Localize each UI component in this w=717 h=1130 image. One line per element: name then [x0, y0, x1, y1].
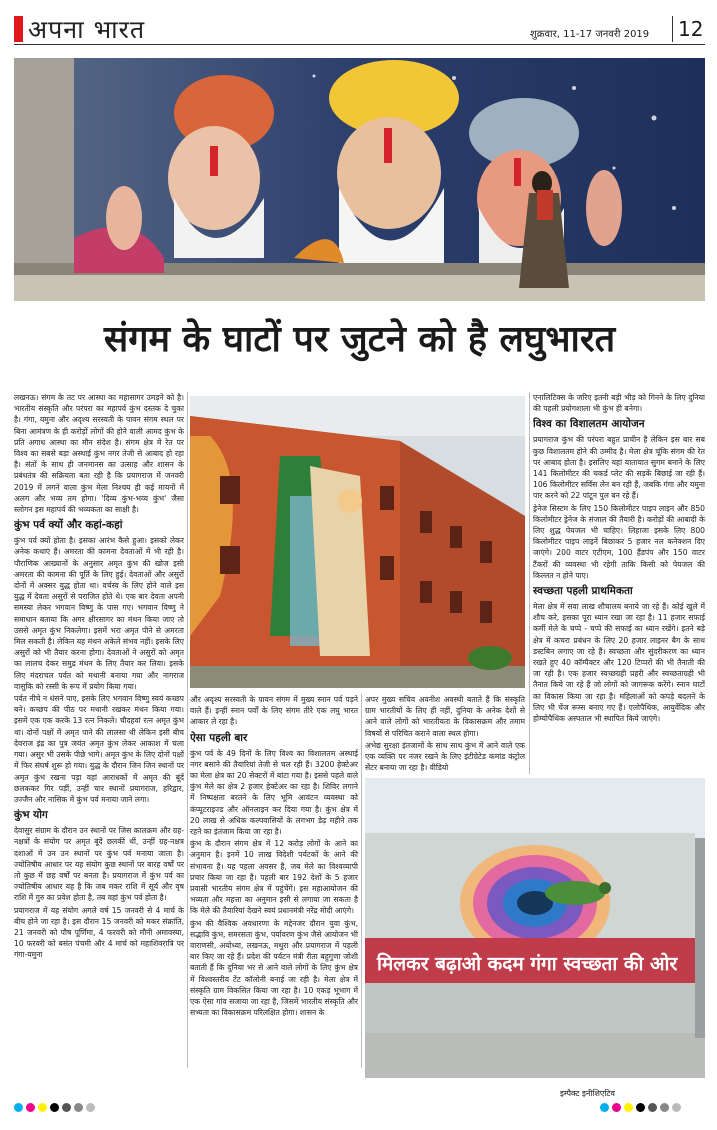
article-paragraph: कुंभ की वैश्विक अवधारणा के मद्देनजर दौरान युवा कुंभ, सद्भावि कुंभ, समरसता कुंभ, पर्यावरण कुंभ जैसे आयोजन भी वाराणसी, अयोध्या, लखनऊ, मथुरा और प्रयागराज में पहली बार किए जा रहे हैं। प्रदेश की पर्यटन मंत्री रीता बहुगुणा जोशी बताती हैं कि दुनिया भर से आने वाले लोगों के लिए कुंभ क्षेत्र में विश्वस्तरीय टेंट कॉलोनी बनाई जा रही है। मेला क्षेत्र में संस्कृति ग्राम विकसित किया जा रहा है। 10 एकड़ भूभाग में एक ऐसा गांव सजाया जा रहा है, जिसमें भारतीय संस्कृति और सभ्यता का विकासक्रम परिलक्षित होगा। शासन के [190, 918, 358, 1018]
article-paragraph: कुंभ पर्व के 49 दिनों के लिए विश्व का विशालतम अस्थाई नगर बसाने की तैयारियां तेजी से चल रही हैं। 3200 हेक्टेअर का मेला क्षेत्र का 20 सेक्टरों में बांटा गया है। इससे पहले वाले कुंभ मेले का क्षेत्र 2 हजार हेक्टेअर का रहा है। शिविर लगाने में निष्पक्षता बरतने के लिए भूमि आवंटन व्यवस्था को कंप्यूटराइज्ड और ऑनलाइन कर दिया गया है। कुंभ क्षेत्र में 20 लाख से अधिक कल्पवासियों के लगभग डेढ़ महीने तक रहने का इंतजाम किया जा रहा है। [190, 748, 358, 837]
masthead-logo: अपना भारत [28, 15, 146, 44]
article-paragraph: मेला क्षेत्र में सवा लाख शौचालय बनाये जा रहे हैं। कोई खुले में शौच करे, इसका पूरा ध्यान रखा जा रहा है। 11 हजार सफाई कर्मी मेले के चप्पे - चप्पे की सफाई का ध्यान रखेंगे। इतने बड़े क्षेत्र में कचरा प्रबंधन के लिए 20 हजार लाइनर बैग के साथ डस्टबिन लगाए जा रहे हैं। स्वच्छता और सुंदरीकरण का ध्यान रखते हुए 40 कॉम्पैक्टर और 120 टिप्परों की भी तैनाती की जा रही है। एक हजार स्वच्छग्रही प्रहरी और स्वच्छताग्रही भी तैनात किये जा रहे हैं जो लोगों को जागरूक करेंगे। स्नान घाटों का विकास किया जा रहा है। महिलाओं को कपड़े बदलने के लिए भी चेंज रूम्स बनाए गए हैं। एलोपैथिक, आयुर्वेदिक और होम्योपैथिक अस्पताल भी स्थापित किये जाएंगे। [533, 602, 705, 724]
issue-date: शुक्रवार, 11-17 जनवरी 2019 [530, 29, 650, 40]
building-mural-photo [190, 396, 525, 688]
subheading: विश्व का विशालतम आयोजन [533, 418, 645, 431]
ganga-mural-photo [365, 778, 705, 1078]
masthead-red-bar [14, 16, 23, 42]
article-paragraph: प्रयागराज कुंभ की परंपरा बहुत प्राचीन है लेकिन इस बार सब कुछ विशालतम होने की उम्मीद है। मेला क्षेत्र चूंकि संगम की रेत पर आबाद होता है। इसलिए यहां यातायात सुगम बनाने के लिए 141 किलोमीटर की चकर्ड प्लेट की सड़कें बिछाई जा रही हैं। 106 किलोमीटर सर्विस लेन बन रही हैं, जबकि गंगा और यमुना पार करने को 22 पांटून पुल बन रहे हैं। [533, 435, 705, 501]
article-column-1 [14, 392, 184, 1068]
article-paragraph: पर्वत नीचे न धंसने पाए, इसके लिए भगवान विष्णु स्वयं कच्छप बने। कच्छप की पीठ पर मथानी रखकर मंथन किया गया। इसमें एक एक करके 13 रत्न निकले। चौदहवां रत्न अमृत कुंभ था। दोनों पक्षों में अमृत पाने की लालसा थी लेकिन इसी बीच देवराज इंद्र का पुत्र जयंत अमृत कुंभ लेकर आकाश में चला गया। असुर भी उसके पीछे भागे। अमृत कुंभ के लिए दोनों पक्षों में फिर संघर्ष शुरू हो गया। युद्ध के दौरान जिन जिन स्थानों पर अमृत कुंभ रखना पड़ा वहां आराधकों में अमृत की बूंदें छलककर गिर पड़ीं, उन्हीं चार स्थानों प्रयागराज, हरिद्वार, उज्जैन और नासिक में कुंभ पर्व मनाया जाने लगा। [14, 694, 184, 804]
page-number: 12 [672, 16, 703, 42]
subheading: स्वच्छता पहली प्राथमिकता [533, 585, 633, 598]
mural-illustration [14, 58, 705, 301]
article-paragraph: ड्रेनेज सिस्टम के लिए 150 किलोमीटर पाइप लाइन और 850 किलोमीटर ड्रेनेज के संजाल की तैयारी है। करोड़ों की आबादी के लिए शुद्ध पेयजल भी चाहिए। लिहाजा इसके लिए 800 किलोमीटर पाइप लाइनें बिछाकर 5 हजार नल कनेक्शन दिए जाएंगे। 200 वाटर एटीएम, 100 हैंडपंप और 150 वाटर टैंकरों की व्यवस्था भी रहेगी ताकि किसी को पेयजल की किल्लत न होने पाए। [533, 503, 705, 580]
masthead-rule [14, 44, 705, 45]
subheading: कुंभ पर्व क्यों और कहां-कहां [14, 519, 123, 532]
article-paragraph: एनालिटिक्स के जरिए इतनी बड़ी भीड़ को गिनने के लिए दुनिया की पहली प्रयोगशाला भी कुंभ ही बनेगा। [533, 393, 705, 414]
headline: संगम के घाटों पर जुटने को है लघुभारत [103, 319, 616, 360]
article-paragraph: अपर मुख्य सचिव अवनीश अवस्थी बताते हैं कि संस्कृति ग्राम भारतीयों के लिए ही नहीं, दुनिया के अनेक देशों से आने वाले लोगों को भारतीयता के विकासक्रम और तमाम विषयों से परिचित कराने वाला स्थल होगा। [365, 695, 525, 738]
article-column-3 [533, 392, 705, 772]
article-paragraph: और अदृश्य सरस्वती के पावन संगम में मुख्य स्नान पर्व पड़ने वाले हैं। इन्हीं स्नान पर्वों के लिए संगम तीरे एक लघु भारत आकार ले रहा है। [190, 695, 358, 727]
subheading: कुंभ योग [14, 809, 48, 822]
article-paragraph: कुंभ पर्व क्यों होता है। इसका आरंभ कैसे हुआ। इसको लेकर अनेक कथाएं हैं। अमरता की कामना देवताओं में भी रही है। पौराणिक आख्यानों के अनुसार अमृत कुंभ की खोज इसी अमरता की कामना की पूर्ति के लिए हुई। देवताओं और असुरों दोनों में अक्सर युद्ध होता था। वर्चस्व के लिए होने वाले इस युद्ध में देवता असुरों से पराजित होते थे। एक बार देवता अपनी समस्या लेकर भगवान विष्णु के पास गए। भगवान विष्णु ने समाधान बताया कि अगर क्षीरसागर का मंथन किया जाए तो उससे अमृत कुंभ निकलेगा। इसमें भरा अमृत पीने से अमरता मिल सकती है। लेकिन यह मंथन अकेले संभव नहीं। इसके लिए असुरों को भी तैयार करना होगा। देवताओं ने असुरों को अमृत का लालच देकर समुद्र मंथन के लिए तैयार कर लिया। इसके लिए मंदराचल पर्वत को मथानी बनाया गया और नागराज वासुकि को रस्सी के रूप में प्रयोग किया गया। [14, 536, 184, 691]
article-column-2 [190, 694, 358, 1068]
color-registration-dots-left [14, 1103, 95, 1115]
article-column-2b [365, 694, 525, 774]
column-divider [187, 392, 188, 1068]
masthead [0, 0, 717, 50]
footer-credit: इम्पैक्ट इनीशिएटिव [560, 1089, 615, 1098]
article-paragraph: लखनऊ। संगम के तट पर आस्था का महासागर उमड़ने को है। भारतीय संस्कृति और परंपरा का महापर्व कुंभ दस्तक दे चुका है। गंगा, यमुना और अदृश्य सरस्वती के पावन संगम स्थल पर बिना आमंत्रण के ही करोड़ों लोगों की होने वाली आमद कुंभ के प्रति अगाध आस्था का मौन संदेश है। संगम क्षेत्र में रेत पर विश्व का सबसे बड़ा अस्थाई कुंभ नगर तेजी से आबाद हो रहा है। संतों के साथ ही जनमानस का उत्साह और शासन के प्रबंधतंत्र की सक्रियता बता रही है कि प्रयागराज में जनवरी 2019 में लगने वाला कुंभ मेला निश्चय ही कई मायनों में अलग और भव्य तम होगा। 'दिव्य कुंभ-भव्य कुंभ' जैसा स्लोगन इस महापर्व की भव्यकता का साक्षी है। [14, 393, 184, 515]
article-paragraph: प्रयागराज में यह संयोग अगले वर्ष 15 जनवरी से 4 मार्च के बीच होने जा रहा है। इस दौरान 15 जनवरी को मकर संक्रांति, 21 जनवरी को पौष पूर्णिमा, 4 फरवरी को मौनी अमावस्या, 10 फरवरी को बसंत पंचमी और 4 मार्च को महाशिवरात्रि पर गंगा-यमुना [14, 905, 184, 960]
mural-caption: मिलकर बढ़ाओ कदम गंगा स्वच्छता की ओर [377, 953, 678, 975]
building-illustration [190, 396, 525, 688]
article-paragraph: अभेद्य सुरक्षा इंतजामों के साथ साथ कुंभ में आने वाले एक एक व्यक्ति पर नजर रखने के लिए इंटीग्रेटेड कमांड कंट्रोल सेंटर बनाया जा रहा है। वीडियो [365, 740, 525, 773]
article-paragraph: देवासुर संग्राम के दौरान उन स्थानों पर जिस कालक्रम और ग्रह-नक्षत्रों के संयोग पर अमृत बूंदें छलकीं थीं, उन्हीं ग्रह-नक्षत्र दशाओं में उन उन स्थानों पर कुंभ पर्व मनाया जाता है। ज्योतिषीय आधार पर यह संयोग कुछ स्थानों पर बारह वर्षों पर तो कुछ में छह वर्षों पर बनता है। प्रयागराज में कुंभ पर्व का ज्योतिषीय आधार यह है कि जब मकर राशि में सूर्य और वृष राशि में गुरु का प्रवेश होता है, तब वहां कुंभ पर्व होता है। [14, 826, 184, 903]
column-divider [361, 694, 362, 1068]
ganga-mural-illustration [365, 778, 705, 1078]
color-registration-dots-right [600, 1103, 681, 1115]
column-divider [529, 392, 530, 774]
top-mural-photo [14, 58, 705, 301]
subheading: ऐसा पहली बार [190, 731, 248, 744]
article-paragraph: कुंभ के दौरान संगम क्षेत्र में 12 करोड़ लोगों के आने का अनुमान है। इनमें 10 लाख विदेशी पर्यटकों के आने की संभावना है। यह पहला अवसर है, जब मेले का विश्वव्यापी प्रचार किया जा रहा है। पहली बार 192 देशों के 5 हजार प्रवासी भारतीय संगम क्षेत्र में पहुंचेंगे। इस महाआयोजन की भव्यता और महत्ता का अनुमान इसी से लगाया जा सकता है कि मेले की तैयारियां देखने स्वयं प्रधानमंत्री नरेंद्र मोदी आएंगे। [190, 839, 358, 916]
